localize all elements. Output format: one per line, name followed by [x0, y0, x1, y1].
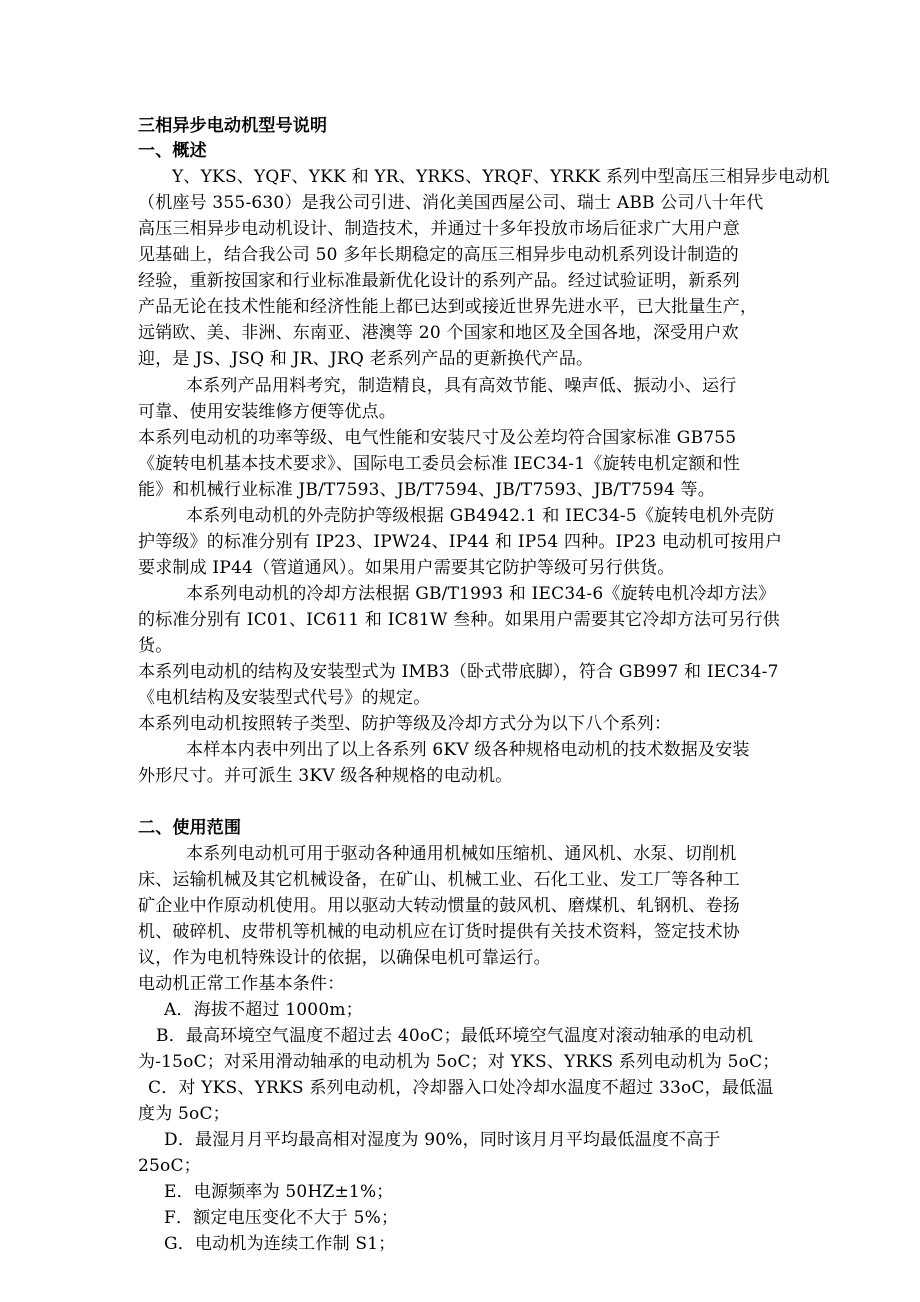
paragraph-line: 能》和机械行业标准 JB/T7593、JB/T7594、JB/T7593、JB/T7594 等。 [138, 480, 715, 500]
paragraph-line: Y、YKS、YQF、YKK 和 YR、YRKS、YRQF、YRKK 系列中型高压三相异步电动机 [172, 167, 830, 187]
paragraph-line: 矿企业中作原动机使用。用以驱动大转动惯量的鼓风机、磨煤机、轧钢机、卷扬 [138, 896, 740, 916]
paragraph-line: 议，作为电机特殊设计的依据，以确保电机可靠运行。 [138, 948, 551, 968]
condition-item: 度为 5oC； [138, 1104, 230, 1124]
condition-item: A．海拔不超过 1000m； [164, 1000, 363, 1020]
paragraph-line: 可靠、使用安装维修方便等优点。 [138, 402, 396, 422]
paragraph-line: 机、破碎机、皮带机等机械的电动机应在订货时提供有关技术资料，签定技术协 [138, 922, 740, 942]
paragraph-line: 见基础上，结合我公司 50 多年长期稳定的高压三相异步电动机系列设计制造的 [138, 245, 739, 265]
paragraph-line: 本系列电动机的结构及安装型式为 IMB3（卧式带底脚），符合 GB997 和 IEC34-7 [138, 662, 779, 682]
document-title: 三相异步电动机型号说明 [138, 116, 328, 136]
paragraph-line: 护等级》的标准分别有 IP23、IPW24、IP44 和 IP54 四种。IP23 电动机可按用户 [138, 532, 783, 552]
paragraph-line: 要求制成 IP44（管道通风）。如果用户需要其它防护等级可另行供货。 [138, 558, 675, 578]
paragraph-line: 本系列电动机的外壳防护等级根据 GB4942.1 和 IEC34-5《旋转电机外壳防 [186, 506, 775, 526]
paragraph-line: 《旋转电机基本技术要求》、国际电工委员会标准 IEC34-1《旋转电机定额和性 [138, 454, 741, 474]
condition-item: 25oC； [138, 1156, 201, 1176]
paragraph-line: 产品无论在技术性能和经济性能上都已达到或接近世界先进水平，已大批量生产， [138, 297, 758, 317]
paragraph-line: 货。 [138, 636, 173, 656]
paragraph-line: 本样本内表中列出了以上各系列 6KV 级各种规格电动机的技术数据及安装 [186, 740, 750, 760]
paragraph-line: 本系列电动机的功率等级、电气性能和安装尺寸及公差均符合国家标准 GB755 [138, 428, 737, 448]
paragraph-line: 的标准分别有 IC01、IC611 和 IC81W 叁种。如果用户需要其它冷却方法可另行供 [138, 610, 780, 630]
condition-item: F．额定电压变化不大于 5%； [164, 1208, 399, 1228]
condition-item: 为-15oC；对采用滑动轴承的电动机为 5oC；对 YKS、YRKS 系列电动机为 5oC； [138, 1052, 780, 1072]
paragraph-line: 本系列产品用料考究，制造精良，具有高效节能、噪声低、振动小、运行 [186, 376, 737, 396]
condition-item: B．最高环境空气温度不超过去 40oC；最低环境空气温度对滚动轴承的电动机 [156, 1026, 754, 1046]
paragraph-line: 床、运输机械及其它机械设备，在矿山、机械工业、石化工业、发工厂等各种工 [138, 870, 740, 890]
section-heading-overview: 一、概述 [138, 141, 207, 161]
condition-item: C．对 YKS、YRKS 系列电动机，冷却器入口处冷却水温度不超过 33oC，最低温 [148, 1078, 774, 1098]
paragraph-line: 高压三相异步电动机设计、制造技术，并通过十多年投放市场后征求广大用户意 [138, 219, 740, 239]
paragraph-line: 经验，重新按国家和行业标准最新优化设计的系列产品。经过试验证明，新系列 [138, 271, 740, 291]
paragraph-line: 远销欧、美、非洲、东南亚、港澳等 20 个国家和地区及全国各地，深受用户欢 [138, 323, 739, 343]
condition-item: E．电源频率为 50HZ±1%； [164, 1182, 394, 1202]
paragraph-line: 本系列电动机可用于驱动各种通用机械如压缩机、通风机、水泵、切削机 [186, 844, 737, 864]
paragraph-line: 《电机结构及安装型式代号》的规定。 [138, 688, 431, 708]
paragraph-line: 迎，是 JS、JSQ 和 JR、JRQ 老系列产品的更新换代产品。 [138, 349, 594, 369]
paragraph-line: 本系列电动机的冷却方法根据 GB/T1993 和 IEC34-6《旋转电机冷却方法》 [186, 584, 776, 604]
paragraph-line: 外形尺寸。并可派生 3KV 级各种规格的电动机。 [138, 766, 513, 786]
condition-item: G．电动机为连续工作制 S1； [164, 1234, 396, 1254]
paragraph-line: 电动机正常工作基本条件： [138, 974, 345, 994]
section-heading-scope: 二、使用范围 [138, 818, 242, 838]
condition-item: D．最湿月月平均最高相对湿度为 90%，同时该月月平均最低温度不高于 [164, 1130, 721, 1150]
paragraph-line: （机座号 355-630）是我公司引进、消化美国西屋公司、瑞士 ABB 公司八十年代 [138, 193, 764, 213]
paragraph-line: 本系列电动机按照转子类型、防护等级及冷却方式分为以下八个系列： [138, 714, 672, 734]
